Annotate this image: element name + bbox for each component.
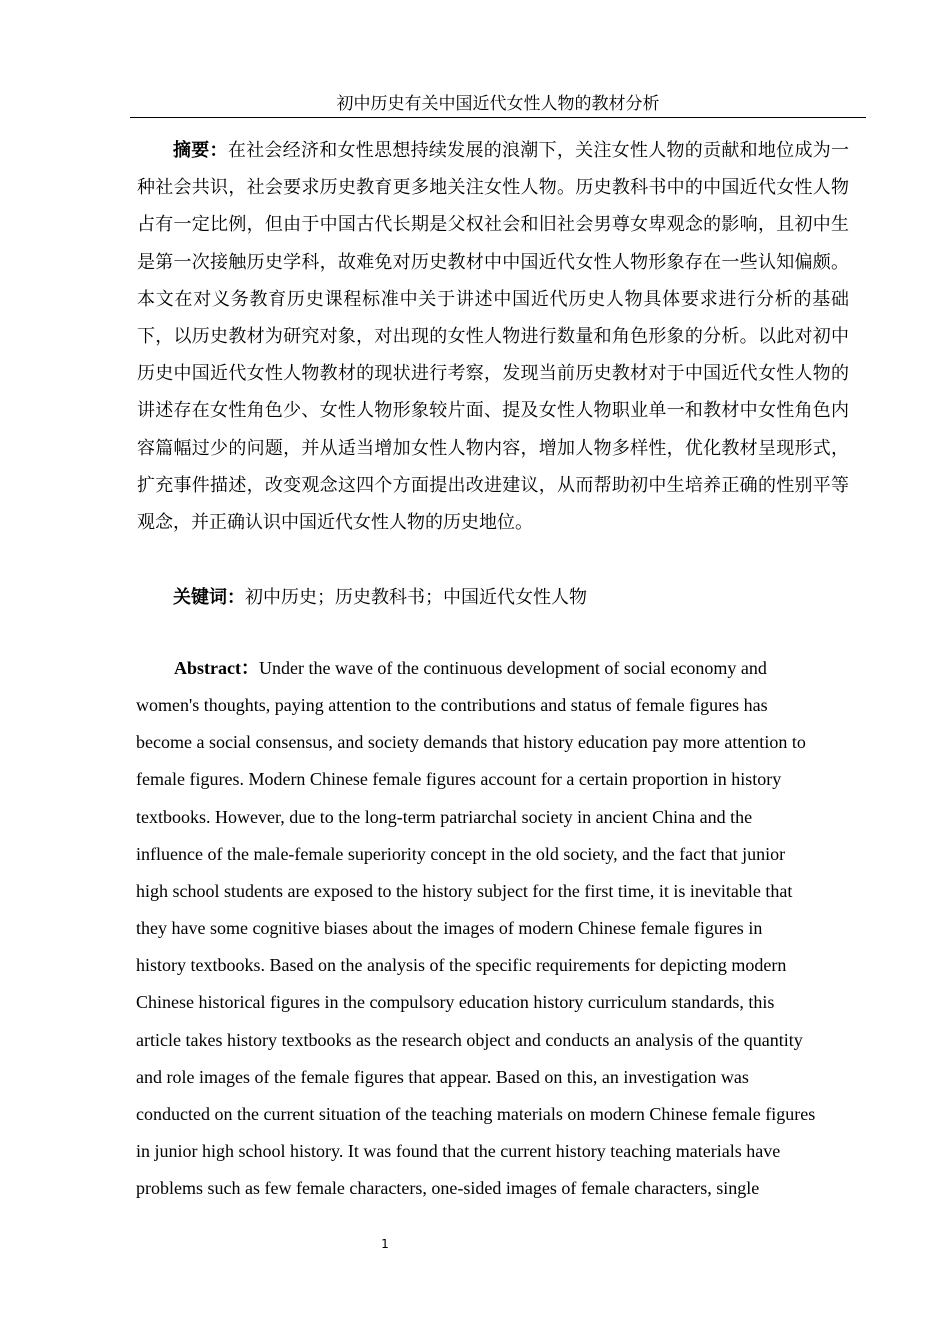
chinese-abstract-text: 在社会经济和女性思想持续发展的浪潮下，关注女性人物的贡献和地位成为一种社会共识，社会要求历史教育更多地关注女性人物。历史教科书中的中国近代女性人物占有一定比例，但由于中国古代长期是父权社会和旧社会男尊女卑观念的影响，且初中生是第一次接触历史学科，故难免对历史教材中中国近代女性人物形象存在一些认知偏颇。本文在对义务教育历史课程标准中关于讲述中国近代历史人物具体要求进行分析的基础下，以历史教材为研究对象，对出现的女性人物进行数量和角色形象的分析。以此对初中历史中国近代女性人物教材的现状进行考察，发现当前历史教材对于中国近代女性人物的讲述存在女性角色少、女性人物形象较片面、提及女性人物职业单一和教材中女性角色内容篇幅过少的问题，并从适当增加女性人物内容，增加人物多样性，优化教材呈现形式，扩充事件描述，改变观念这四个方面提出改进建议，从而帮助初中生培养正确的性别平等观念，并正确认识中国近代女性人物的历史地位。 [137, 140, 850, 534]
english-abstract-line: article takes history textbooks as the research object and conducts an analysis of the quantity [136, 1029, 803, 1050]
english-abstract-line: become a social consensus, and society demands that history education pay more attention to [136, 732, 806, 753]
english-abstract [136, 650, 864, 1207]
english-abstract-line: Chinese historical figures in the compulsory education history curriculum standards, this [136, 992, 775, 1013]
english-abstract-line-text: Under the wave of the continuous development of social economy and [258, 658, 767, 678]
running-header-title: 初中历史有关中国近代女性人物的教材分析 [336, 94, 660, 114]
chinese-keywords [137, 579, 849, 616]
header-divider [130, 117, 866, 118]
english-abstract-line: they have some cognitive biases about the images of modern Chinese female figures in [136, 918, 763, 939]
english-abstract-line: history textbooks. Based on the analysis of the specific requirements for depicting modern [136, 955, 787, 976]
page-number: 1 [381, 1237, 389, 1251]
chinese-abstract [137, 132, 849, 541]
chinese-keywords-label: 关键词： [173, 587, 245, 608]
chinese-abstract-label: 摘要： [173, 140, 228, 161]
english-abstract-line: in junior high school history. It was found that the current history teaching materials have [136, 1141, 781, 1162]
english-abstract-line [136, 650, 864, 687]
english-abstract-line: women's thoughts, paying attention to the contributions and status of female figures has [136, 695, 768, 716]
english-abstract-line: high school students are exposed to the history subject for the first time, it is inevitable that [136, 880, 793, 901]
english-abstract-line: problems such as few female characters, one-sided images of female characters, single [136, 1178, 760, 1199]
english-abstract-line: conducted on the current situation of the teaching materials on modern Chinese female figures [136, 1103, 816, 1124]
chinese-keywords-text: 初中历史；历史教科书；中国近代女性人物 [245, 587, 587, 608]
english-abstract-label: Abstract： [174, 658, 259, 678]
english-abstract-line: and role images of the female figures that appear. Based on this, an investigation was [136, 1066, 749, 1087]
english-abstract-line: influence of the male-female superiority concept in the old society, and the fact that junior [136, 843, 786, 864]
english-abstract-line: textbooks. However, due to the long-term patriarchal society in ancient China and the [136, 806, 753, 827]
english-abstract-line: female figures. Modern Chinese female figures account for a certain proportion in history [136, 769, 782, 790]
